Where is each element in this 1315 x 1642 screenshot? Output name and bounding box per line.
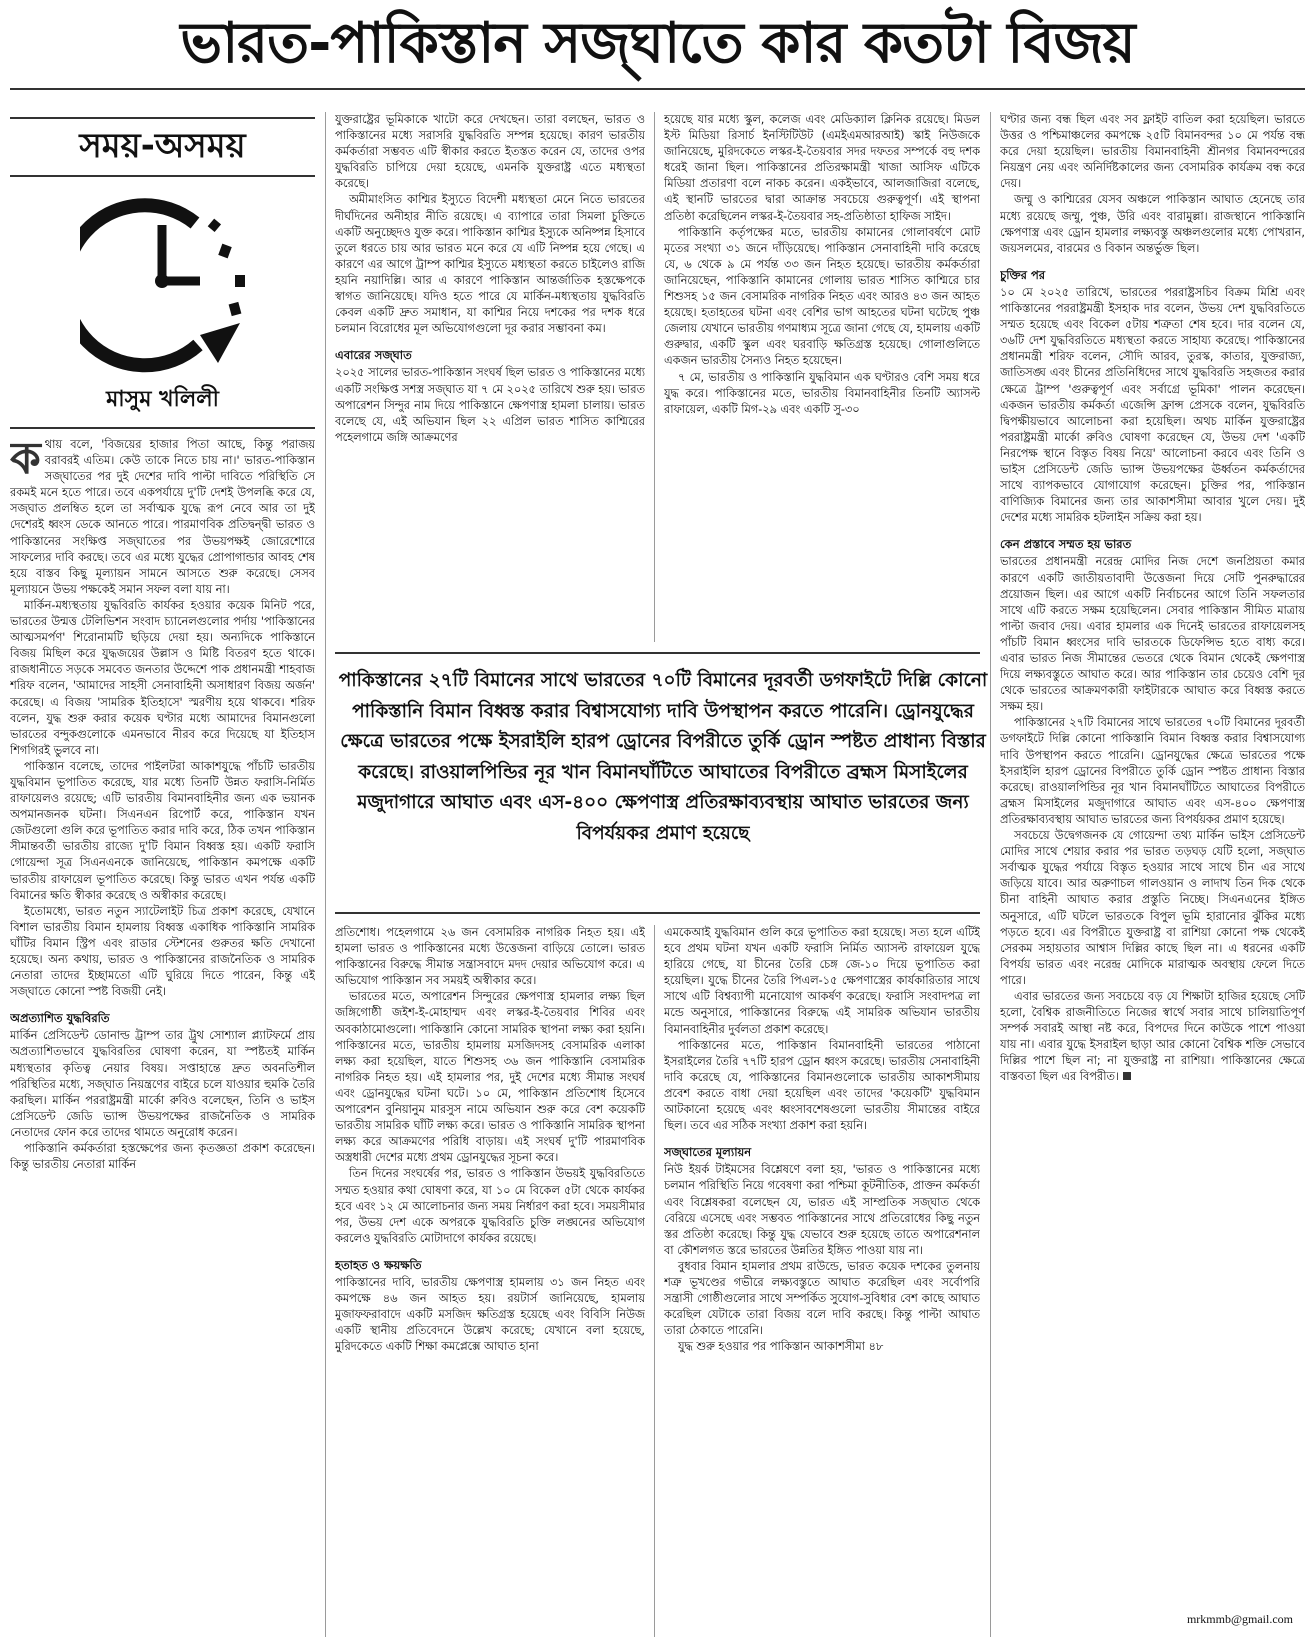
- paragraph: পাকিস্তানের মতে, পাকিস্তান বিমানবাহিনী ভারতের পাঠানো ইসরাইলের তৈরি ৭৭টি হারপ ড্রোন ধ্বংস করেছে। ভারতীয় সেনাবাহিনী দাবি করেছে যে, পাকিস্তানের বিমানগুলোকে ভারতীয় আকাশসীমায় প্রবেশ করতে বাধা দেয়া হয়েছিল এবং তাদের 'কয়েকটি' যুদ্ধবিমান আটকানো হয়েছে এবং ধ্বংসাবশেষগুলো ভারতীয় সীমান্তের বাইরে ছিল। তবে এর সঠিক সংখ্যা প্রকাশ করা হয়নি।: [664, 1038, 980, 1133]
- author-byline: মাসুম খলিলী: [106, 387, 219, 412]
- paragraph: পাকিস্তানি কর্মকর্তারা হস্তক্ষেপের জন্য কৃতজ্ঞতা প্রকাশ করেছেন। কিন্তু ভারতীয় নেতারা মার্কিন: [10, 1142, 315, 1172]
- paragraph: হয়েছে যার মধ্যে স্কুল, কলেজ এবং মেডিক্যাল ক্লিনিক রয়েছে। মিডল ইস্ট মিডিয়া রিসার্চ ইনস্টিটিউট (এমইএমআরআই) স্কাই নিউজকে জানিয়েছে, মুরিদকেতে লস্কর-ই-তৈয়বার সদর দফতর সম্পর্কে বহু দশক ধরেই জানা ছিল। পাকিস্তানের প্রতিরক্ষামন্ত্রী খাজা আসিফ এটিকে মিডিয়া প্রতারণা বলে নাকচ করেন। একইভাবে, আলজাজিরা বলেছে, এই স্থানটি ভারতের দ্বারা আক্রান্ত সবচেয়ে গুরুত্বপূর্ণ। এই স্থাপনা প্রতিষ্ঠা করেছিলেন লস্কর-ই-তৈয়বার সহ-প্রতিষ্ঠাতা হাফিজ সাইদ।: [664, 113, 980, 223]
- paragraph: মার্কিন প্রেসিডেন্ট ডোনাল্ড ট্রাম্প তার ট্রুথ সোশ্যাল প্ল্যাটফর্মে প্রায় অপ্রত্যাশিতভাবে যুদ্ধবিরতির ঘোষণা করেন, যা স্পষ্টতই মার্কিন মধ্যস্থতার কৃতিত্ব নেয়ার বিষয়। সপ্তাহান্তে দ্রুত অবনতিশীল পরিস্থিতির মধ্যে, সজ্ঘাত নিয়ন্ত্রণের বাইরে চলে যাওয়ার হুমকি তৈরি করছিল। মার্কিন পররাষ্ট্রমন্ত্রী মার্কো রুবিও বলেছেন, তিনি ও ভাইস প্রেসিডেন্ট জেডি ভ্যান্স উভয়পক্ষের রাজনৈতিক ও সামরিক নেতাদের ফোন করে তাদের থামতে অনুরোধ করেন।: [10, 1029, 315, 1139]
- paragraph: [1000, 989, 1305, 1086]
- column-title-rule-top: [10, 117, 315, 119]
- paragraph: পাকিস্তান বলেছে, তাদের পাইলটরা আকাশযুদ্ধে পাঁচটি ভারতীয় যুদ্ধবিমান ভূপাতিত করেছে, যার মধ্যে তিনটি উন্নত ফরাসি-নির্মিত রাফায়েলও রয়েছে; এটি ভারতীয় বিমানবাহিনীর জন্য এক ভয়ানক অপমানজনক ঘটনা। সিএনএন রিপোর্ট করে, পাকিস্তান যখন জেটগুলো গুলি করে ভূপাতিত করার দাবি করে, ঠিক তখন পাকিস্তান সীমান্তবর্তী ভারতীয় রাজ্যে দু'টি বিমান বিধ্বস্ত হয়। একটি ফরাসি গোয়েন্দা সূত্র সিএনএনকে জানিয়েছে, পাকিস্তান কমপক্ষে একটি ভারতীয় রাফায়েল ভূপাতিত করেছে। কিন্তু ভারত এখন পর্যন্ত একটি বিমানের ক্ষতি স্বীকার করেছে ও অস্বীকার করেছে।: [10, 759, 315, 902]
- paragraph: ভারতের মতে, অপারেশন সিন্দুরের ক্ষেপণাস্ত্র হামলার লক্ষ্য ছিল জঙ্গিগোষ্ঠী জইশ-ই-মোহাম্মদ এবং লস্কর-ই-তৈয়বার শিবির এবং অবকাঠামোগুলো। পাকিস্তানি কোনো সামরিক স্থাপনা লক্ষ্য করা হয়নি। পাকিস্তানের মতে, ভারতীয় হামলায় মসজিদসহ বেসামরিক এলাকা লক্ষ্য করা হয়েছিল, যাতে শিশুসহ ৩৬ জন পাকিস্তানি বেসামরিক নাগরিক নিহত হয়। এই হামলার পর, দুই দেশের মধ্যে সীমান্ত সংঘর্ষ এবং ড্রোনযুদ্ধের ঘটনা ঘটে। ১০ মে, পাকিস্তান প্রতিশোধ হিসেবে অপারেশন বুনিয়ানুম মারসুস নামে অভিযান শুরু করে বেশ কয়েকটি ভারতীয় সামরিক ঘাঁটি লক্ষ্য করে। ভারত ও পাকিস্তানি সামরিক স্থাপনা লক্ষ্য করে আক্রমণের পরিধি বাড়ায়। এই সংঘর্ষ দু'টি পারমাণবিক অস্ত্রধারী দেশের মধ্যে প্রথম ড্রোনযুদ্ধের সূচনা করে।: [335, 990, 645, 1165]
- paragraph: প্রতিশোধ। পহেলগামে ২৬ জন বেসামরিক নাগরিক নিহত হয়। এই হামলা ভারত ও পাকিস্তানের মধ্যে উত্তেজনা বাড়িয়ে তোলে। ভারত পাকিস্তানের বিরুদ্ধে সীমান্ত সন্ত্রাসবাদে মদদ দেয়ার অভিযোগ করে। এ অভিযোগ পাকিস্তান সব সময়ই অস্বীকার করে।: [335, 926, 645, 988]
- paragraph: পাকিস্তানের ২৭টি বিমানের সাথে ভারতের ৭০টি বিমানের দূরবর্তী ডগফাইটে দিল্লি কোনো পাকিস্তানি বিমান বিধ্বস্ত করার বিশ্বাসযোগ্য দাবি উপস্থাপন করতে পারেনি। ড্রোনযুদ্ধের ক্ষেত্রে ভারতের পক্ষে ইসরাইলি হারপ ড্রোনের বিপরীতে তুর্কি ড্রোন স্পষ্টত প্রাধান্য বিস্তার করেছে। রাওয়ালপিন্ডির নূর খান বিমানঘাঁটিতে আঘাতের বিপরীতে ব্রহ্মস মিসাইলের মজুদাগারে আঘাত এবং এস-৪০০ ক্ষেপণাস্ত্র প্রতিরক্ষাব্যবস্থায় আঘাত ভারতের জন্য বিপর্যয়কর প্রমাণ হয়েছে।: [1000, 716, 1305, 826]
- paragraph: নিউ ইয়র্ক টাইমসের বিশ্লেষণে বলা হয়, 'ভারত ও পাকিস্তানের মধ্যে চলমান পরিস্থিতি নিয়ে গবেষণা করা পশ্চিমা কূটনীতিক, প্রাক্তন কর্মকর্তা এবং বিশ্লেষকরা বলেছেন যে, ভারত এই সাম্প্রতিক সজ্ঘাত থেকে বেরিয়ে এসেছে এবং সম্ভবত পাকিস্তানের সাথে প্রতিরোধের কিছু নতুন স্তর প্রতিষ্ঠা করেছে। কিন্তু যুদ্ধ যেভাবে শুরু হয়েছে তাতে অপারেশনাল বা কৌশলগত স্তরে ভারতের উন্নতির ইঙ্গিত পাওয়া যায় না।: [664, 1163, 980, 1257]
- column-divider: [990, 112, 991, 1637]
- author-email[interactable]: mrkmmb@gmail.com: [1186, 1612, 1293, 1626]
- subheading: চুক্তির পর: [1000, 267, 1046, 282]
- headline: ভারত-পাকিস্তান সজ্ঘাতে কার কতটা বিজয়: [180, 11, 1135, 76]
- paragraph: যুক্তরাষ্ট্রের ভূমিকাকে খাটো করে দেখছেন। তারা বলছেন, ভারত ও পাকিস্তানের মধ্যে সরাসরি যুদ্ধবিরতি সম্পন্ন হয়েছে। কারণ ভারতীয় কর্মকর্তারা সম্ভবত এটি স্বীকার করতে ইতস্তত করেন যে, তাদের ওপর যুদ্ধবিরতি চাপিয়ে দেয়া হয়েছে, এমনকি যুক্তরাষ্ট্র এতে মধ্যস্থতা করেছে।: [335, 113, 645, 191]
- column-title-rule-bottom: [10, 175, 315, 177]
- article-column-1: [10, 437, 315, 1632]
- paragraph: এমকেআই যুদ্ধবিমান গুলি করে ভূপাতিত করা হয়েছে। সত্য হলে এটিই হবে প্রথম ঘটনা যখন একটি ফরাসি নির্মিত অ্যাসল্ট রাফায়েল যুদ্ধে হারিয়ে গেছে, যা চীনের তৈরি চেঙ্গ জে-১০ দিয়ে ভূপাতিত করা হয়েছিল। যুদ্ধে চীনের তৈরি পিএল-১৫ ক্ষেপণাস্ত্রের কার্যকারিতার সাথে সাথে এটি বিশ্বব্যাপী মনোযোগ আকর্ষণ করেছে। ফরাসি সংবাদপত্র লা মন্ডে অনুসারে, পাকিস্তানের বিরুদ্ধে এই সামরিক অভিযান ভারতীয় বিমানবাহিনীর দুর্বলতা প্রকাশ করেছে।: [664, 926, 980, 1036]
- paragraph: জম্মু ও কাশ্মিরের যেসব অঞ্চলে পাকিস্তান আঘাত হেনেছে তার মধ্যে রয়েছে জম্মু, পুঞ্চ, উরি এবং বারামুল্লা। রাজস্থানে পাকিস্তানি ক্ষেপণাস্ত্র এবং ড্রোন হামলার লক্ষ্যবস্তু অঞ্চলগুলোর মধ্যে পোখরান, জয়সলমের, বারমের ও বিকান অন্তর্ভুক্ত ছিল।: [1000, 193, 1305, 255]
- paragraph: ১০ মে ২০২৫ তারিখে, ভারতের পররাষ্ট্রসচিব বিক্রম মিশ্রি এবং পাকিস্তানের পররাষ্ট্রমন্ত্রী ইসহাক দার বলেন, উভয় দেশ যুদ্ধবিরতিতে সম্মত হয়েছে এবং বিকেল ৫টায় শত্রুতা শেষ হবে। দার বলেন যে, ৩৬টি দেশ যুদ্ধবিরতিতে মধ্যস্থতা করতে সাহায্য করেছে। পাকিস্তানের প্রধানমন্ত্রী শরিফ বলেন, সৌদি আরব, তুরস্ক, কাতার, যুক্তরাজ্য, জাতিসঙ্ঘ এবং চীনের প্রতিনিধিদের সাথে যুদ্ধবিরতি সহজতর করার ক্ষেত্রে ট্রাম্প 'গুরুত্বপূর্ণ এবং সর্বাগ্রে ভূমিকা' পালন করেছেন। একজন ভারতীয় কর্মকর্তা এজেন্সি ফ্রান্স প্রেসকে বলেন, যুদ্ধবিরতি দ্বিপক্ষীয়ভাবে আলোচনা করা হয়েছিল। অথচ মার্কিন যুক্তরাষ্ট্রের পররাষ্ট্রমন্ত্রী মার্কো রুবিও ঘোষণা করেছেন যে, উভয় দেশ 'একটি নিরপেক্ষ স্থানে বিস্তৃত বিষয় নিয়ে' আলোচনা করবে এবং তিনি ও ভাইস প্রেসিডেন্ট জেডি ভ্যান্স উভয়পক্ষের ঊর্ধ্বতন কর্মকর্তাদের সাথে ব্যাপকভাবে যোগাযোগ করেছেন। চুক্তির পর, পাকিস্তান বাণিজ্যিক বিমানের জন্য তার আকাশসীমা আবার খুলে দেয়। দুই দেশের মধ্যে সামরিক হটলাইন সক্রিয় করা হয়।: [1000, 285, 1305, 525]
- subheading: এবারের সজ্ঘাত: [335, 348, 412, 363]
- end-mark-icon: [1123, 1072, 1131, 1080]
- paragraph: থায় বলে, 'বিজয়ের হাজার পিতা আছে, কিন্তু পরাজয় বরাবরই এতিম। কেউ তাকে নিতে চায় না।' ভারত-পাকিস্তান সজ্ঘাতের পর দুই দেশের দাবি পাল্টা দাবিতে পরিস্থিতি সে রকমই মনে হতে পারে। তবে একপর্যায়ে দু'টি দেশই উপলব্ধি করে যে, সজ্ঘাত প্রলম্বিত হলে তা সর্বাত্মক যুদ্ধে রূপ নেবে আর তা দুই দেশেরই ধ্বংস ডেকে আনতে পারে। পারমাণবিক প্রতিদ্বন্দ্বী ভারত ও পাকিস্তানের সংক্ষিপ্ত সজ্ঘাতের পর উভয়পক্ষই জোরেশোরে সাফল্যের দাবি করছে। তবে এর মধ্যে যুদ্ধের প্রোপাগান্ডার আবহ শেষ হয়ে বাস্তব কিছু মূল্যায়ন সামনে আসতে শুরু করেছে। সেসব মূল্যায়নে উভয় পক্ষকেই সমান সফল বলা যায় না।: [10, 438, 315, 596]
- paragraph: পাকিস্তানের দাবি, ভারতীয় ক্ষেপণাস্ত্র হামলায় ৩১ জন নিহত এবং কমপক্ষে ৪৬ জন আহত হয়। রয়টার্স জানিয়েছে, হামলায় মুজাফফরাবাদে একটি মসজিদ ক্ষতিগ্রস্ত হয়েছে এবং বিবিসি নিউজ একটি স্থানীয় প্রতিবেদনে উল্লেখ করেছে; যেখানে বলা হয়েছে, মুরিদকেতে একটি শিক্ষা কমপ্লেক্সে আঘাত হানা: [335, 1275, 645, 1354]
- paragraph: ৭ মে, ভারতীয় ও পাকিস্তানি যুদ্ধবিমান এক ঘণ্টারও বেশি সময় ধরে যুদ্ধ করে। পাকিস্তানের মতে, ভারতীয় বিমানবাহিনীর তিনটি অ্যাসল্ট রাফায়েল, একটি মিগ-২৯ এবং একটি সু-৩০: [664, 370, 980, 416]
- subheading: সজ্ঘাতের মূল্যায়ন: [664, 1145, 752, 1160]
- paragraph: পাকিস্তানি কর্তৃপক্ষের মতে, ভারতীয় কামানের গোলাবর্ষণে মোট মৃতের সংখ্যা ৩১ জনে দাঁড়িয়েছে। পাকিস্তান সেনাবাহিনী দাবি করেছে যে, ৬ থেকে ৯ মে পর্যন্ত ৩৩ জন নিহত হয়েছে। ভারতীয় কর্মকর্তারা জানিয়েছেন, পাকিস্তানি কামানের গোলায় ভারত শাসিত কাশ্মিরে চার শিশুসহ ১৫ জন বেসামরিক নাগরিক নিহত এবং আরও ৪৩ জন আহত হয়েছে। হতাহতের ঘটনা এবং বেশির ভাগ আহতের ঘটনা ঘটেছে পুঞ্চ জেলায় যেখানে ভারতীয় গণমাধ্যম সূত্রে জানা গেছে যে, হামলায় একটি গুরুদ্বার, একটি স্কুল এবং ঘরবাড়ি ক্ষতিগ্রস্ত হয়েছে। গোলাগুলিতে একজন ভারতীয় সৈন্যও নিহত হয়েছেন।: [664, 225, 980, 368]
- pullquote-rule-top: [335, 652, 980, 654]
- column-divider: [325, 112, 326, 1637]
- column-divider: [654, 112, 655, 642]
- paragraph: যুদ্ধ শুরু হওয়ার পর পাকিস্তান আকাশসীমা ৪৮: [678, 1340, 884, 1354]
- paragraph: অমীমাংসিত কাশ্মির ইস্যুতে বিদেশী মধ্যস্থতা মেনে নিতে ভারতের দীর্ঘদিনের অনীহার নীতি রয়েছে। এ ব্যাপারে তারা সিমলা চুক্তিতে একটি অনুচ্ছেদও যুক্ত করে। পাকিস্তান কাশ্মির ইস্যুকে অনিষ্পন্ন হিসাবে তুলে ধরতে চায় আর ভারত মনে করে যে এটি নিষ্পন্ন হয়ে গেছে। এ কারণে এর আগে ট্রাম্প কাশ্মির ইস্যুতে মধ্যস্থতা করতে চাইলেও রাজি হয়নি নয়াদিল্লি। আর এ কারণে পাকিস্তান আন্তর্জাতিক হস্তক্ষেপকে স্বাগত জানিয়েছে। যদিও হতে পারে যে মার্কিন-মধ্যস্থতায় যুদ্ধবিরতি কেবল একটি দ্রুত সমাধান, যা কাশ্মির নিয়ে দশকের পর দশক ধরে চলমান বিরোধের মূল অভিযোগগুলো দূর করার সম্ভাবনা কম।: [335, 193, 645, 336]
- subheading: হতাহত ও ক্ষয়ক্ষতি: [335, 1257, 422, 1272]
- subheading: অপ্রত্যাশিত যুদ্ধবিরতি: [10, 1011, 110, 1026]
- byline-rule: [10, 427, 315, 429]
- headline-underline: [10, 88, 1305, 90]
- column-divider: [654, 925, 655, 1637]
- drop-cap: ক: [10, 437, 41, 484]
- paragraph: তিন দিনের সংঘর্ষের পর, ভারত ও পাকিস্তান উভয়ই যুদ্ধবিরতিতে সম্মত হওয়ার কথা ঘোষণা করে, যা ১০ মে বিকেল ৫টা থেকে কার্যকর হবে এবং ১২ মে আলোচনার জন্য সময় নির্ধারণ করা হবে। সময়সীমার পর, উভয় দেশ একে অপরকে যুদ্ধবিরতি চুক্তি লঙ্ঘনের অভিযোগ করলেও যুদ্ধবিরতি মোটাদাগে কার্যকর রয়েছে।: [335, 1167, 645, 1245]
- paragraph: ২০২৫ সালের ভারত-পাকিস্তান সংঘর্ষ ছিল ভারত ও পাকিস্তানের মধ্যে একটি সংক্ষিপ্ত সশস্ত্র সজ্ঘাত যা ৭ মে ২০২৫ তারিখে শুরু হয়। ভারত অপারেশন সিন্দুর নাম দিয়ে পাকিস্তানে ক্ষেপণাস্ত্র হামলা চালায়। ভারত বলেছে যে, এই অভিযান ছিল ২২ এপ্রিল ভারত শাসিত কাশ্মিরের পহেলগামে জঙ্গি আক্রমণের: [335, 366, 645, 444]
- paragraph: ইতোমধ্যে, ভারত নতুন স্যাটেলাইট চিত্র প্রকাশ করেছে, যেখানে বিশাল ভারতীয় বিমান হামলায় বিধ্বস্ত একাধিক পাকিস্তানি সামরিক ঘাঁটির বিমান স্ট্রিপ এবং রাডার স্টেশনের গুরুতর ক্ষতি দেখানো হয়েছে। অন্য কথায়, ভারত ও পাকিস্তানের রাজনৈতিক ও সামরিক নেতারা তাদের ইচ্ছামতো এটি ঘুরিয়ে দিতে পারেন, কিন্তু এই সজ্ঘাতে কোনো স্পষ্ট বিজয়ী নেই।: [10, 904, 315, 999]
- clock-with-arrow-icon: [80, 185, 250, 379]
- article-column-3-bottom: [664, 925, 980, 1635]
- article-column-2-bottom: [335, 925, 645, 1635]
- paragraph: মার্কিন-মধ্যস্থতায় যুদ্ধবিরতি কার্যকর হওয়ার কয়েক মিনিট পরে, ভারতের উন্মত্ত টেলিভিশন সংবাদ চ্যানেলগুলোর পর্দায় 'পাকিস্তানের আত্মসমর্পণ' শিরোনামটি ছড়িয়ে দেয়া হয়। অন্যদিকে পাকিস্তানে বিজয় মিছিল করে যুদ্ধজয়ের উল্লাস ও মিষ্টি বিতরণ হতে থাকে। রাজধানীতে সড়কে সমবেত জনতার উদ্দেশে পাক প্রধানমন্ত্রী শাহবাজ শরিফ বলেন, 'আমাদের সাহসী সেনাবাহিনী অসাধারণ বিজয় অর্জন' করেছে। এ বিজয় 'সামরিক ইতিহাসে' স্মরণীয় হয়ে থাকবে। শরিফ বলেন, যুদ্ধ শুরু করার কয়েক ঘণ্টার মধ্যে আমাদের বিমানগুলো ভারতের বন্দুকগুলোকে এমনভাবে নীরব করে দিয়েছে যা ইতিহাস শিগগিরই ভুলবে না।: [10, 598, 315, 757]
- paragraph: ভারতের প্রধানমন্ত্রী নরেন্দ্র মোদির নিজ দেশে জনপ্রিয়তা কমার কারণে একটি জাতীয়তাবাদী উত্তেজনা দিয়ে সেটি পুনরুদ্ধারের প্রয়োজন ছিল। এর আগে একটি নির্বাচনের আগে তিনি সফলতার সাথে এটি করতে সক্ষম হয়েছিলেন। সেবার পাকিস্তান সীমিত মাত্রায় পাল্টা জবাব দেয়। এবার হামলার এক দিনেই ভারতের রাফায়েলসহ পাঁচটি বিমান ধ্বংসের দাবি ভারতকে ডিফেন্সিভ হতে বাধ্য করে। এবার ভারত নিজ সীমান্তের ভেতরে থেকে বিমান থেকেই ক্ষেপণাস্ত্র দিয়ে লক্ষ্যবস্তুতে আঘাত করে। আর পাকিস্তান তার চেয়েও বেশি দূর থেকে ভারতের আক্রমণকারী ফাইটারকে আঘাত করে বিধ্বস্ত করতে সক্ষম হয়।: [1000, 555, 1305, 714]
- column-title: সময়-অসময়: [79, 126, 246, 166]
- article-column-3-top: [664, 112, 980, 642]
- paragraph: সবচেয়ে উদ্বেগজনক যে গোয়েন্দা তথ্য মার্কিন ভাইস প্রেসিডেন্ট মোদির সাথে শেয়ার করার পর ভারত তড়ঘড় যেটি হলো, সজ্ঘাত সর্বাত্মক যুদ্ধের পর্যায়ে বিস্তৃত হওয়ার সাথে সাথে চীন এর সাথে জড়িয়ে যাবে। আর অরুণাচল গালওয়ান ও লাদাখ তিন দিক থেকে চীনা বাহিনী আঘাত করার প্রস্তুতি নিচ্ছে। সিএনএনের ইঙ্গিত অনুসারে, এটি ঘটলে ভারতকে বিপুল ভূমি হারানোর ঝুঁকির মধ্যে পড়তে হবে। এর বিপরীতে যুক্তরাষ্ট্র বা রাশিয়া কোনো পক্ষ থেকেই সেরকম সহায়তার আশ্বাস দিল্লির কাছে ছিল না। এ ধরনের একটি বিপর্যয় ভারত এবং নরেন্দ্র মোদিকে মারাত্মক অবস্থায় ফেলে দিতে পারে।: [1000, 829, 1305, 987]
- article-column-4: [1000, 112, 1305, 1602]
- paragraph-text: এবার ভারতের জন্য সবচেয়ে বড় যে শিক্ষাটা হাজির হয়েছে সেটি হলো, বৈশ্বিক রাজনীতিতে নিজের স্বার্থে সবার সাথে চালিয়াতিপূর্ণ সম্পর্ক সবারই আস্থা নষ্ট করে, বিপদের দিনে কাউকে পাশে পাওয়া যায় না। এবার যুদ্ধে ইসরাইল ছাড়া আর কোনো বৈশ্বিক শক্তি সেভাবে দিল্লির পাশে ছিল না; না যুক্তরাষ্ট্র না রাশিয়া। পাকিস্তানের ক্ষেত্রে বাস্তবতা ছিল এর বিপরীত।: [1000, 989, 1305, 1084]
- pullquote-rule-bottom: [335, 912, 980, 914]
- pull-quote: পাকিস্তানের ২৭টি বিমানের সাথে ভারতের ৭০টি বিমানের দূরবর্তী ডগফাইটে দিল্লি কোনো পাকিস্তানি বিমান বিধ্বস্ত করার বিশ্বাসযোগ্য দাবি উপস্থাপন করতে পারেনি। ড্রোনযুদ্ধের ক্ষেত্রে ভারতের পক্ষে ইসরাইলি হারপ ড্রোনের বিপরীতে তুর্কি ড্রোন স্পষ্টত প্রাধান্য বিস্তার করেছে। রাওয়ালপিন্ডির নূর খান বিমানঘাঁটিতে আঘাতের বিপরীতে ব্রহ্মস মিসাইলের মজুদাগারে আঘাত এবং এস-৪০০ ক্ষেপণাস্ত্র প্রতিরক্ষাব্যবস্থায় আঘাত ভারতের জন্য বিপর্যয়কর প্রমাণ হয়েছে: [338, 670, 988, 844]
- subheading: কেন প্রস্তাবে সম্মত হয় ভারত: [1000, 537, 1132, 552]
- article-column-2-top: [335, 112, 645, 642]
- paragraph: বুধবার বিমান হামলার প্রথম রাউন্ডে, ভারত কয়েক দশকের তুলনায় শত্রু ভূখণ্ডের গভীরে লক্ষ্যবস্তুতে আঘাত করেছিল এবং সর্বোপরি সন্ত্রাসী গোষ্ঠীগুলোর সাথে সম্পর্কিত সুযোগ-সুবিধার বেশ কাছে আঘাত করেছিল যেটাকে তারা বিজয় বলে দাবি করছে। কিন্তু পাল্টা আঘাত তারা ঠেকাতে পারেনি।: [664, 1259, 980, 1338]
- paragraph: ঘণ্টার জন্য বন্ধ ছিল এবং সব ফ্লাইট বাতিল করা হয়েছিল। ভারতে উত্তর ও পশ্চিমাঞ্চলের কমপক্ষে ২৫টি বিমানবন্দর ১০ মে পর্যন্ত বন্ধ করে দেয়া হয়েছিল। ভারতীয় বিমানবাহিনী শ্রীনগর বিমানবন্দরের নিয়ন্ত্রণ নেয় এবং অনির্দিষ্টকালের জন্য বেসামরিক কার্যক্রম বন্ধ করে দেয়।: [1000, 113, 1305, 191]
